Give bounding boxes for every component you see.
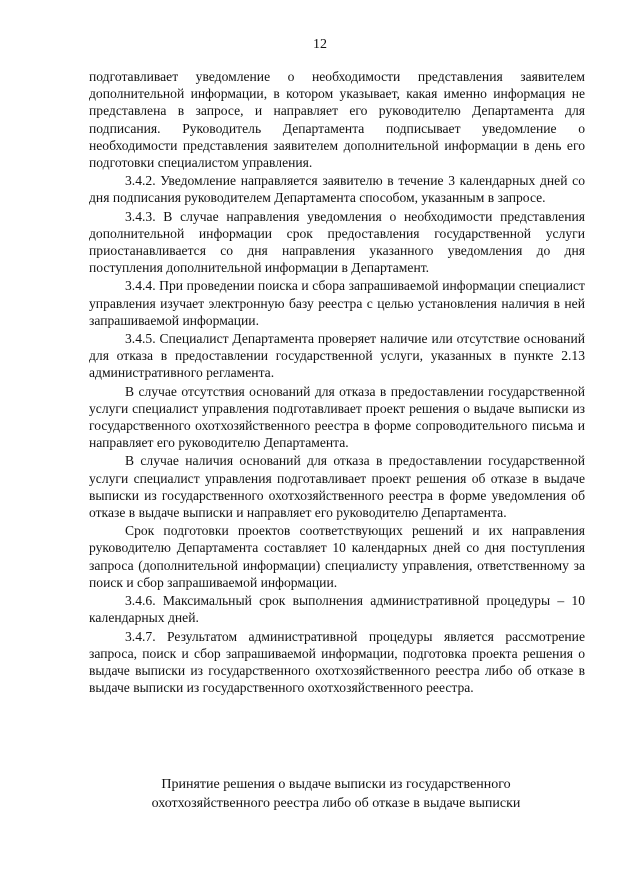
section-heading-line-2: охотхозяйственного реестра либо об отказе в выдаче выписки bbox=[151, 795, 521, 811]
paragraph-continuation: подготавливает уведомление о необходимости представления заявителем дополнительной информации, в котором указывает, какая именно информация не представлена в запросе, и направляет его руководителю Департамента для подписания. Руководитель Департамента подписывает уведомление о необходимости представления заявителем дополнительной информации в день его подготовки специалистом управления. bbox=[89, 69, 585, 171]
paragraph-grounds-present: В случае наличия оснований для отказа в предоставлении государственной услуги специалист управления подготавливает проект решения об отказе в выдаче выписки из государственного охотхозяйственного реестра в форме уведомления об отказе в выдаче выписки и направляет его руководителю Департамента. bbox=[89, 453, 585, 521]
paragraph-3-4-6: 3.4.6. Максимальный срок выполнения административной процедуры – 10 календарных дней. bbox=[89, 593, 585, 626]
paragraph-3-4-2: 3.4.2. Уведомление направляется заявителю в течение 3 календарных дней со дня подписания руководителем Департамента способом, указанным в запросе. bbox=[89, 173, 585, 206]
paragraph-3-4-7: 3.4.7. Результатом административной процедуры является рассмотрение запроса, поиск и сбор запрашиваемой информации, подготовка проекта решения о выдаче выписки из государственного охотхозяйственного реестра либо об отказе в выдаче выписки из государственного охотхозяйственного реестра. bbox=[89, 628, 585, 696]
paragraph-no-grounds: В случае отсутствия оснований для отказа в предоставлении государственной услуги специалист управления подготавливает проект решения о выдаче выписки из государственного охотхозяйственного реестра в форме сопроводительного письма и направляет его руководителю Департамента. bbox=[89, 383, 585, 451]
section-heading bbox=[120, 776, 552, 813]
paragraph-3-4-5: 3.4.5. Специалист Департамента проверяет наличие или отсутствие оснований для отказа в предоставлении государственной услуги, указанных в пункте 2.13 административного регламента. bbox=[89, 331, 585, 381]
paragraph-3-4-3: 3.4.3. В случае направления уведомления о необходимости представления дополнительной информации срок предоставления государственной услуги приостанавливается со дня направления указанного уведомления до дня поступления дополнительной информации в Департамент. bbox=[89, 208, 585, 276]
page-number: 12 bbox=[313, 37, 327, 52]
section-heading-line-1: Принятие решения о выдаче выписки из государственного bbox=[161, 777, 511, 792]
document-body bbox=[89, 68, 585, 697]
paragraph-deadline: Срок подготовки проектов соответствующих решений и их направления руководителю Департамента составляет 10 календарных дней со дня поступления запроса (дополнительной информации) специалисту управления, ответственному за поиск и сбор запрашиваемой информации. bbox=[89, 523, 585, 590]
paragraph-3-4-4: 3.4.4. При проведении поиска и сбора запрашиваемой информации специалист управления изучает электронную базу реестра с целью установления наличия в ней запрашиваемой информации. bbox=[89, 278, 585, 328]
